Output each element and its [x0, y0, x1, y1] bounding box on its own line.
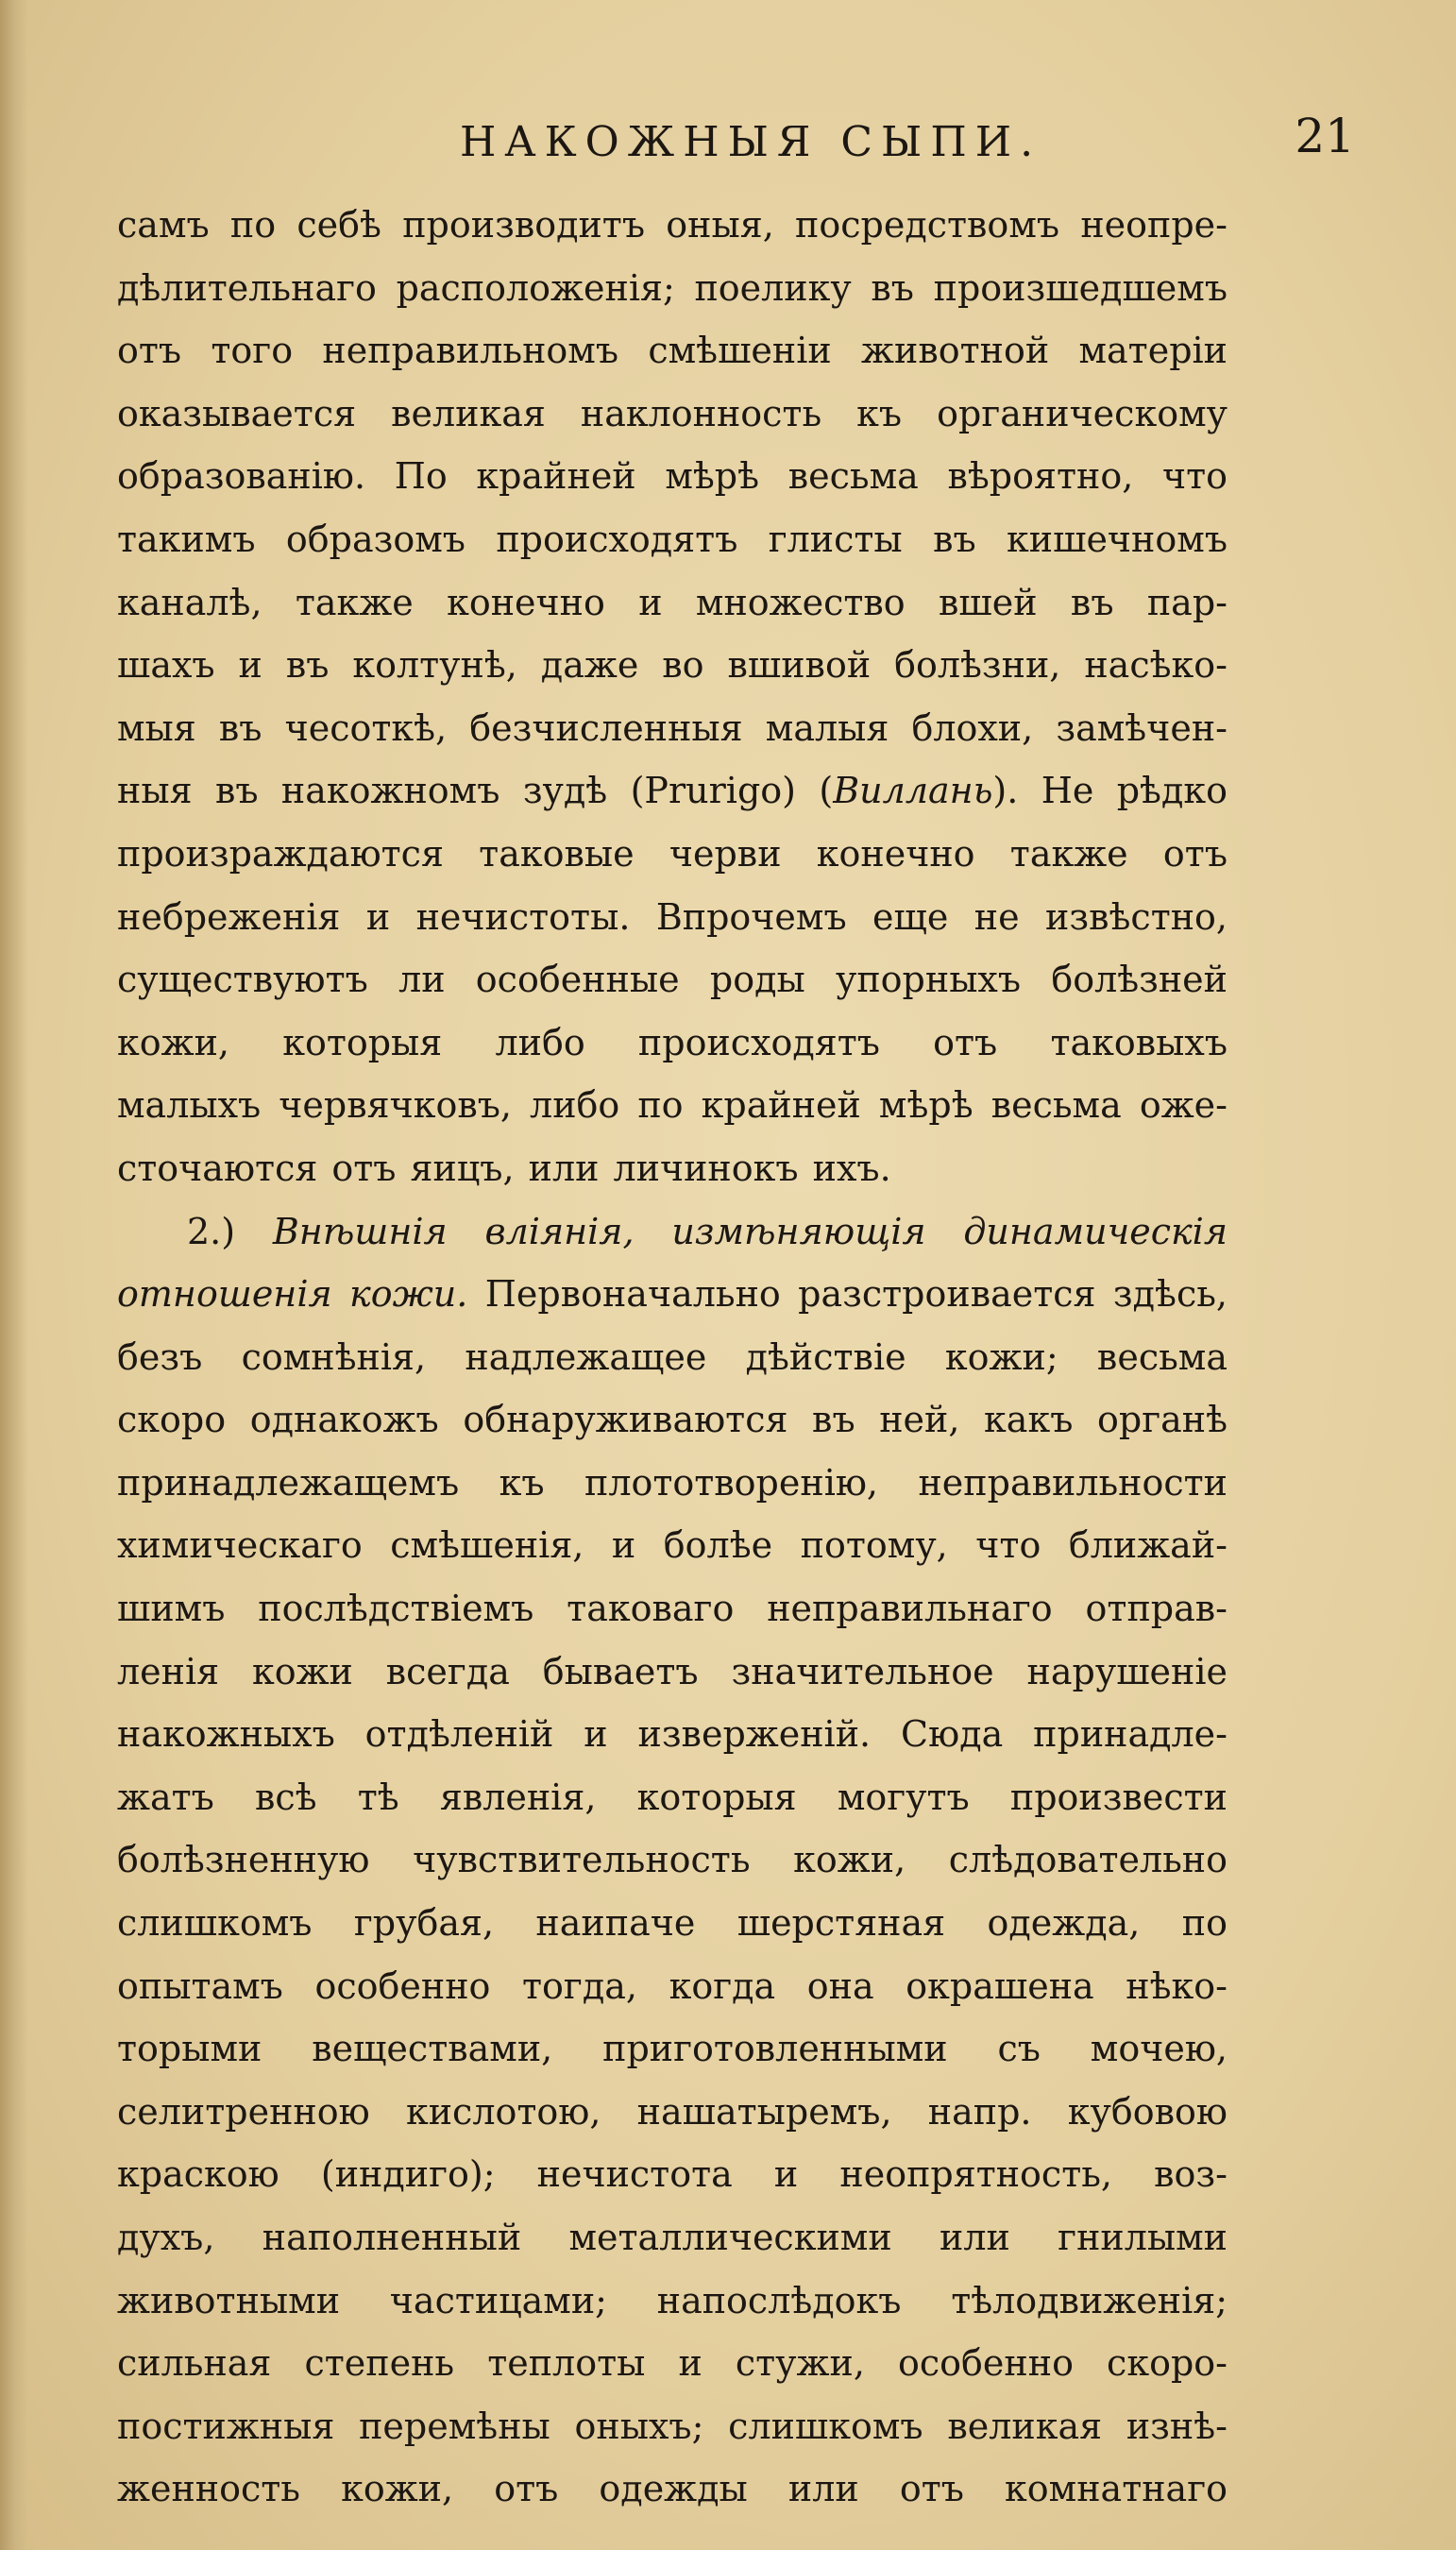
text-line — [117, 2081, 1227, 2144]
text-line — [117, 1577, 1227, 1640]
text-line — [117, 1263, 1227, 1326]
text-line — [117, 1074, 1227, 1137]
text-line — [117, 2270, 1227, 2333]
text-segment: ). Не рѣдко — [992, 770, 1227, 812]
text-line — [117, 1012, 1227, 1075]
body-text — [117, 194, 1227, 2521]
text-segment: каналѣ, также конечно и множество вшей въ пар- — [117, 581, 1227, 623]
text-segment: образованію. По крайней мѣрѣ весьма вѣроятно, что — [117, 455, 1227, 498]
text-segment: сильная степень теплоты и стужи, особенно скоро- — [117, 2342, 1227, 2385]
text-segment: отъ того неправильномъ смѣшеніи животной матеріи — [117, 330, 1227, 372]
text-segment: ныя въ накожномъ зудѣ (Prurigo) ( — [117, 770, 834, 812]
section-heading-line — [117, 1200, 1227, 1264]
text-segment: шахъ и въ колтунѣ, даже во вшивой болѣзни, насѣко- — [117, 644, 1227, 687]
text-segment: существуютъ ли особенные роды упорныхъ болѣзней — [117, 959, 1227, 1001]
text-line — [117, 194, 1227, 257]
text-line — [117, 382, 1227, 446]
page-header — [123, 109, 1379, 194]
text-line — [117, 571, 1227, 635]
text-segment: Первоначально разстроивается здѣсь, — [467, 1273, 1227, 1316]
author-name-italic: Виллань — [833, 770, 993, 812]
text-line — [117, 1514, 1227, 1577]
text-line — [117, 2395, 1227, 2458]
text-line — [117, 319, 1227, 382]
text-line — [117, 2457, 1227, 2521]
text-line — [117, 257, 1227, 320]
text-segment: краскою (индиго); нечистота и неопрятность, воз- — [117, 2153, 1227, 2196]
text-segment: такимъ образомъ происходятъ глисты въ кишечномъ — [117, 518, 1227, 560]
text-line — [117, 445, 1227, 508]
text-segment: жатъ всѣ тѣ явленія, которыя могутъ произвести — [117, 1776, 1227, 1818]
page-binding-edge — [0, 0, 28, 2550]
text-line — [117, 1388, 1227, 1452]
text-line — [117, 1892, 1227, 1955]
text-line — [117, 2143, 1227, 2206]
text-segment: произраждаются таковые черви конечно также отъ — [117, 832, 1227, 875]
text-segment: малыхъ червячковъ, либо по крайней мѣрѣ весьма оже- — [117, 1084, 1227, 1127]
text-line — [117, 1703, 1227, 1766]
text-segment: безъ сомнѣнія, надлежащее дѣйствіе кожи; весьма — [117, 1335, 1227, 1378]
text-segment: сточаются отъ яицъ, или личинокъ ихъ. — [117, 1147, 891, 1189]
text-segment: ленія кожи всегда бываетъ значительное нарушеніе — [117, 1650, 1227, 1692]
text-line — [117, 1955, 1227, 2018]
text-segment: болѣзненную чувствительность кожи, слѣдовательно — [117, 1839, 1227, 1881]
text-segment: дѣлительнаго расположенія; поелику въ произшедшемъ — [117, 266, 1227, 309]
text-line — [117, 1452, 1227, 1515]
text-line — [117, 2017, 1227, 2081]
text-segment: принадлежащемъ къ плототворенію, неправильности — [117, 1461, 1227, 1504]
page-number: 21 — [1295, 109, 1355, 163]
text-segment: животными частицами; напослѣдокъ тѣлодвиженія; — [117, 2279, 1227, 2321]
text-segment: постижныя перемѣны оныхъ; слишкомъ великая изнѣ- — [117, 2405, 1227, 2447]
section-number: 2.) — [187, 1210, 273, 1252]
text-segment: мыя въ чесоткѣ, безчисленныя малыя блохи, замѣчен- — [117, 706, 1227, 749]
text-line — [117, 1766, 1227, 1829]
text-segment: женность кожи, отъ одежды или отъ комнатнаго — [117, 2468, 1227, 2510]
text-segment: духъ, наполненный металлическими или гнилыми — [117, 2217, 1227, 2258]
text-line — [117, 508, 1227, 571]
text-line — [117, 948, 1227, 1012]
text-line — [117, 1640, 1227, 1704]
text-line — [117, 1137, 1227, 1200]
text-line — [117, 1828, 1227, 1892]
text-line — [117, 697, 1227, 760]
text-segment: слишкомъ грубая, наипаче шерстяная одежда, по — [117, 1902, 1227, 1945]
text-segment: кожи, которыя либо происходятъ отъ таковыхъ — [117, 1021, 1227, 1063]
text-segment: торыми веществами, приготовленными съ мочею, — [117, 2028, 1227, 2070]
text-line — [117, 759, 1227, 823]
text-segment: химическаго смѣшенія, и болѣе потому, что ближай- — [117, 1524, 1227, 1567]
text-segment: селитренною кислотою, нашатыремъ, напр. кубовою — [117, 2090, 1227, 2133]
text-segment: шимъ послѣдствіемъ таковаго неправильнаго отправ- — [117, 1588, 1227, 1630]
text-segment: самъ по себѣ производитъ оныя, посредствомъ неопре- — [117, 204, 1227, 246]
text-segment: накожныхъ отдѣленій и изверженій. Сюда принадле- — [117, 1713, 1227, 1756]
text-line — [117, 823, 1227, 886]
running-head: НАКОЖНЫЯ СЫПИ. — [459, 118, 1042, 166]
text-segment: оказывается великая наклонность къ органическому — [117, 392, 1227, 434]
text-line — [117, 2332, 1227, 2395]
text-line — [117, 886, 1227, 949]
text-line — [117, 634, 1227, 697]
section-heading-italic: Внѣшнія вліянія, измѣняющія динамическія — [272, 1210, 1227, 1252]
text-line — [117, 1326, 1227, 1389]
text-line — [117, 2206, 1227, 2270]
text-segment: скоро однакожъ обнаруживаются въ ней, какъ органѣ — [117, 1399, 1227, 1441]
text-segment: опытамъ особенно тогда, когда она окрашена нѣко- — [117, 1964, 1227, 2007]
section-heading-italic: отношенія кожи. — [117, 1273, 468, 1316]
text-segment: небреженія и нечистоты. Впрочемъ еще не извѣстно, — [117, 895, 1227, 938]
